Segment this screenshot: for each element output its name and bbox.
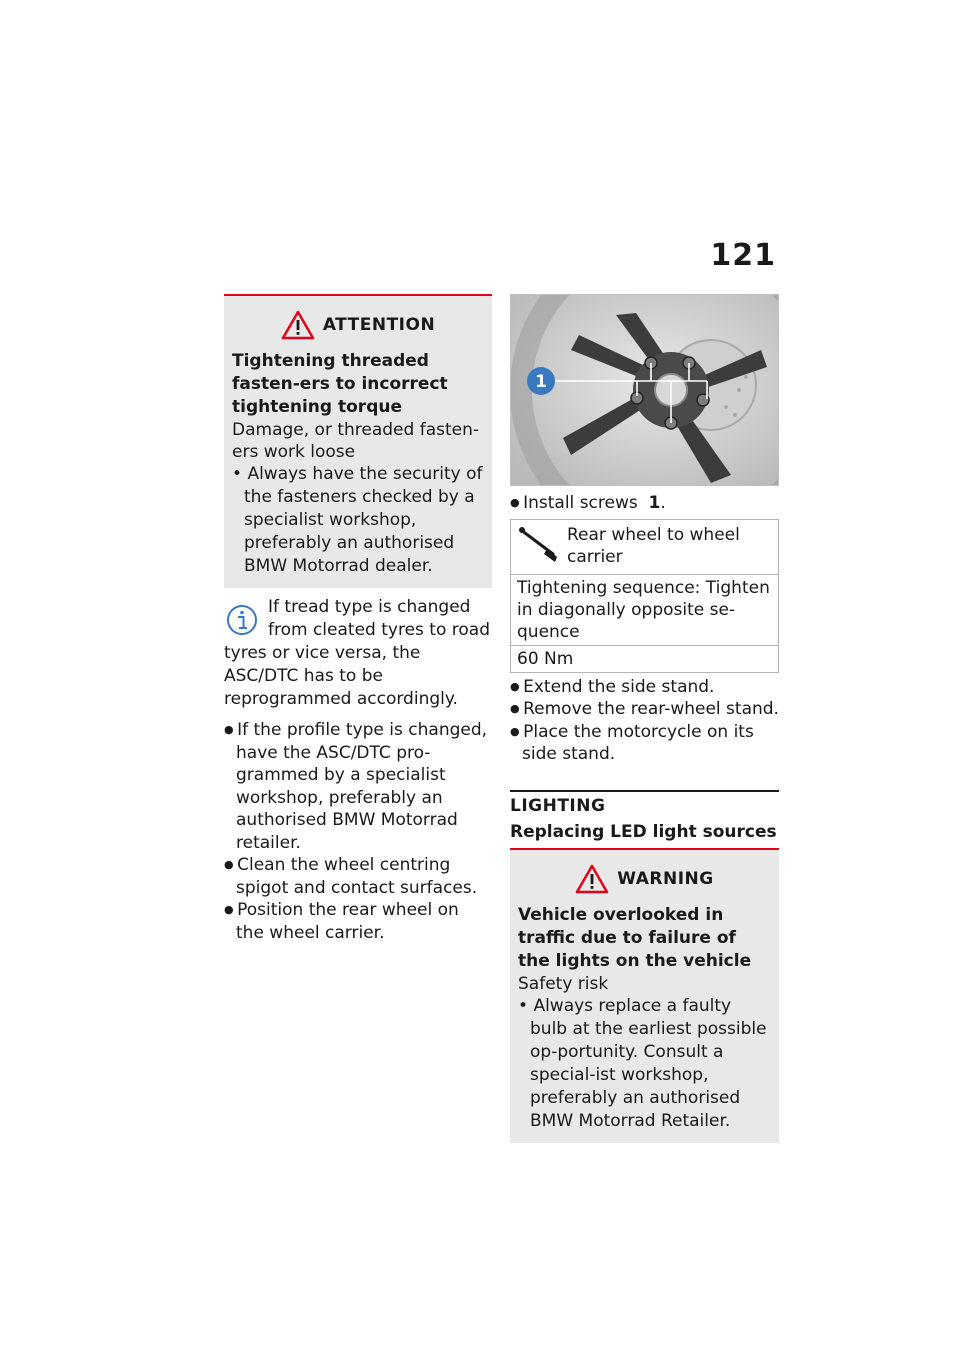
info-note — [224, 596, 492, 711]
torque-spec-table — [510, 519, 779, 673]
list-item: ● Remove the rear-wheel stand. — [510, 698, 779, 721]
warning-title: Vehicle overlooked in traffic due to failure of the lights on the vehicle — [518, 904, 752, 971]
spec-sequence: Tightening sequence: Tighten in diagonally opposite se-quence — [511, 574, 779, 645]
list-item: ● Extend the side stand. — [510, 676, 779, 699]
right-steps — [510, 676, 779, 766]
attention-label: ATTENTION — [322, 315, 436, 335]
page-number: 121 — [710, 238, 776, 273]
attention-title: Tightening threaded fasten-ers to incorrect tightening torque — [232, 351, 448, 417]
right-column — [510, 294, 779, 1143]
spec-title: Rear wheel to wheel carrier — [567, 524, 740, 567]
list-item: ● Clean the wheel centring spigot and contact surfaces. — [224, 854, 492, 899]
warning-header — [518, 864, 771, 894]
install-step-suffix: . — [660, 493, 666, 513]
list-item: • Always have the security of the fasteners checked by a specialist workshop, preferably an authorised BMW Motorrad dealer. — [232, 463, 484, 578]
install-step-list — [510, 492, 779, 515]
warning-triangle-icon — [575, 864, 609, 894]
warning-consequence: Safety risk — [518, 973, 609, 994]
install-step — [510, 492, 779, 515]
warning-triangle-icon — [281, 310, 315, 340]
wheel-figure — [510, 294, 779, 486]
attention-consequence: Damage, or threaded fasten-ers work loose — [232, 420, 480, 462]
list-item: • Always replace a faulty bulb at the earliest possible op-portunity. Consult a special-ist workshop, preferably an authorised BMW Motorrad Retailer. — [518, 995, 771, 1133]
wheel-illustration — [511, 295, 778, 485]
torque-wrench-icon — [517, 524, 561, 564]
list-item: ● If the profile type is changed, have the ASC/DTC pro-grammed by a specialist workshop, preferably an authorised BMW Motorrad retailer. — [224, 719, 492, 854]
warning-bullets — [518, 995, 771, 1133]
info-icon — [224, 600, 264, 640]
install-step-ref: 1 — [648, 493, 661, 513]
warning-notice — [510, 848, 779, 1143]
attention-header — [232, 310, 484, 340]
figure-callout: 1 — [535, 372, 547, 392]
install-step-text: Install screws — [523, 493, 638, 513]
warning-label: WARNING — [617, 868, 714, 889]
left-steps — [224, 719, 492, 944]
info-text: If tread type is changed from cleated tyres to road tyres or vice versa, the ASC/DTC has to be reprogrammed accordingly. — [224, 597, 490, 709]
section-divider — [510, 790, 779, 792]
spec-title-cell — [511, 519, 779, 574]
attention-notice — [224, 294, 492, 588]
list-item: ● Position the rear wheel on the wheel carrier. — [224, 899, 492, 944]
list-item: ● Place the motorcycle on its side stand. — [510, 721, 779, 766]
spec-torque: 60 Nm — [511, 645, 779, 672]
section-heading: LIGHTING — [510, 795, 606, 816]
subsection-heading: Replacing LED light sources — [510, 821, 777, 842]
left-column — [224, 294, 492, 944]
attention-bullets — [232, 463, 484, 578]
